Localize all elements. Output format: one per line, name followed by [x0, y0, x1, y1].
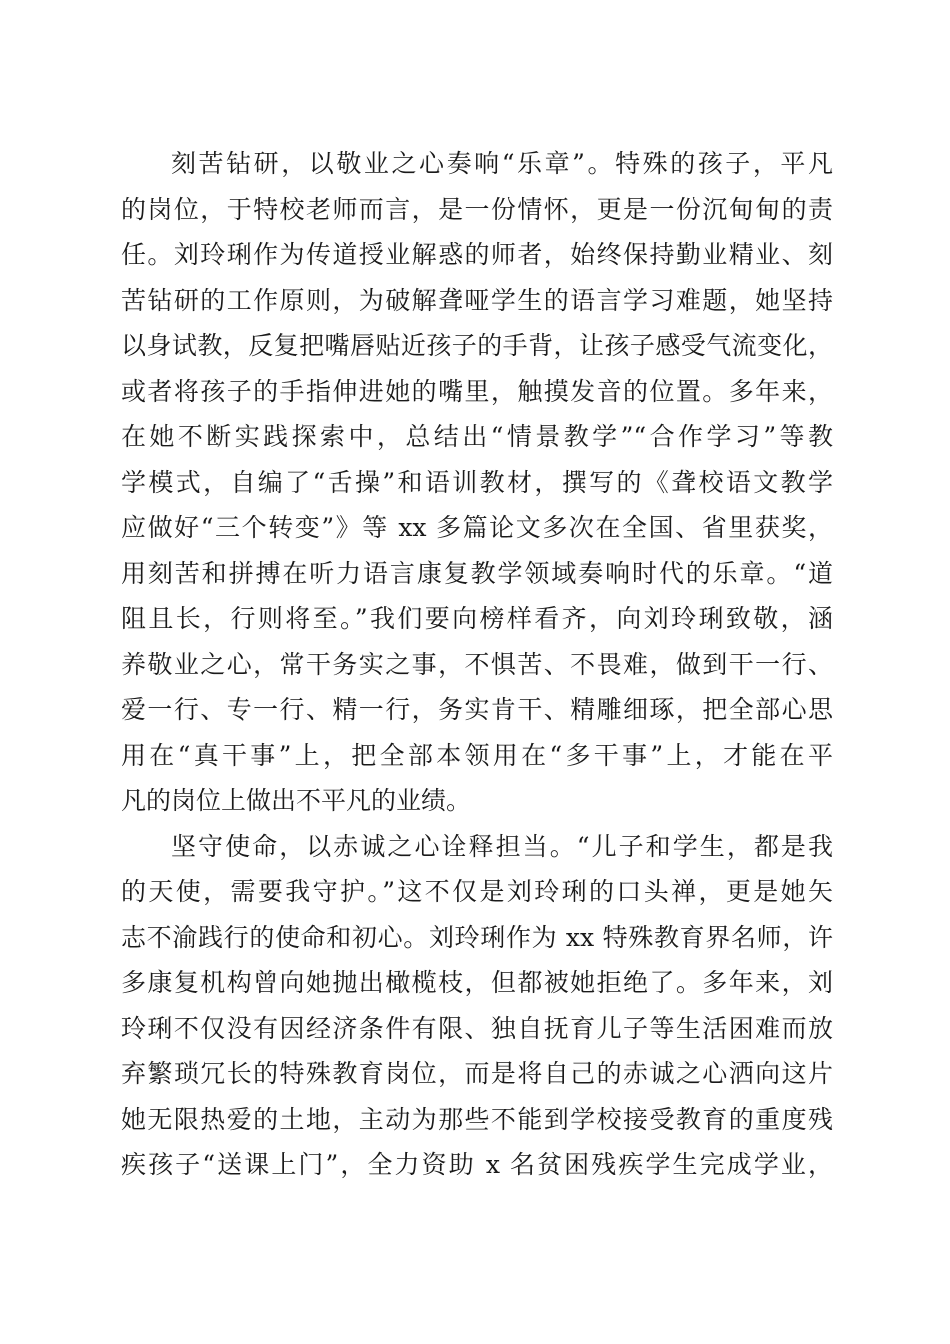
- text-line: 的天使，需要我守护。”这不仅是刘玲琍的口头禅，更是她矢: [121, 877, 833, 906]
- text-line: 任。刘玲琍作为传道授业解惑的师者，始终保持勤业精业、刻: [121, 240, 833, 269]
- document-body: [121, 141, 833, 1188]
- text-line: 在她不断实践探索中，总结出“情景教学”“合作学习”等教: [121, 422, 833, 451]
- text-line: 志不渝践行的使命和初心。刘玲琍作为 xx 特殊教育界名师，许: [121, 922, 833, 952]
- paragraph-mission: [121, 824, 833, 1188]
- text-line: 或者将孩子的手指伸进她的嘴里，触摸发音的位置。多年来，: [121, 376, 833, 406]
- text-line: 玲琍不仅没有因经济条件有限、独自抚育儿子等生活困难而放: [121, 1013, 833, 1043]
- text-line: 的岗位，于特校老师而言，是一份情怀，更是一份沉甸甸的责: [121, 194, 833, 224]
- text-line: 弃繁琐冗长的特殊教育岗位，而是将自己的赤诚之心洒向这片: [121, 1059, 833, 1088]
- paragraph-dedication: [121, 141, 833, 824]
- text-line: 爱一行、专一行、精一行，务实肯干、精雕细琢，把全部心思: [121, 695, 833, 724]
- text-line: 养敬业之心，常干务实之事，不惧苦、不畏难，做到干一行、: [121, 649, 833, 679]
- text-line: 她无限热爱的土地，主动为那些不能到学校接受教育的重度残: [121, 1104, 833, 1134]
- text-line: 学模式，自编了“舌操”和语训教材，撰写的《聋校语文教学: [121, 467, 833, 497]
- text-line: 苦钻研的工作原则，为破解聋哑学生的语言学习难题，她坚持: [121, 285, 833, 315]
- text-line: 以身试教，反复把嘴唇贴近孩子的手背，让孩子感受气流变化，: [121, 331, 833, 360]
- text-line: 凡的岗位上做出不平凡的业绩。: [121, 786, 472, 815]
- text-line: 坚守使命，以赤诚之心诠释担当。“儿子和学生，都是我: [171, 831, 833, 861]
- text-line: 疾孩子“送课上门”，全力资助 x 名贫困残疾学生完成学业，: [121, 1150, 833, 1179]
- text-line: 用在“真干事”上，把全部本领用在“多干事”上，才能在平: [121, 740, 833, 770]
- text-line: 多康复机构曾向她抛出橄榄枝，但都被她拒绝了。多年来，刘: [121, 968, 833, 997]
- text-line: 刻苦钻研，以敬业之心奏响“乐章”。特殊的孩子，平凡: [171, 149, 833, 178]
- text-line: 阻且长，行则将至。”我们要向榜样看齐，向刘玲琍致敬，涵: [121, 604, 833, 633]
- text-line: 应做好“三个转变”》等 xx 多篇论文多次在全国、省里获奖，: [121, 513, 833, 542]
- text-line: 用刻苦和拼搏在听力语言康复教学领域奏响时代的乐章。“道: [121, 558, 833, 588]
